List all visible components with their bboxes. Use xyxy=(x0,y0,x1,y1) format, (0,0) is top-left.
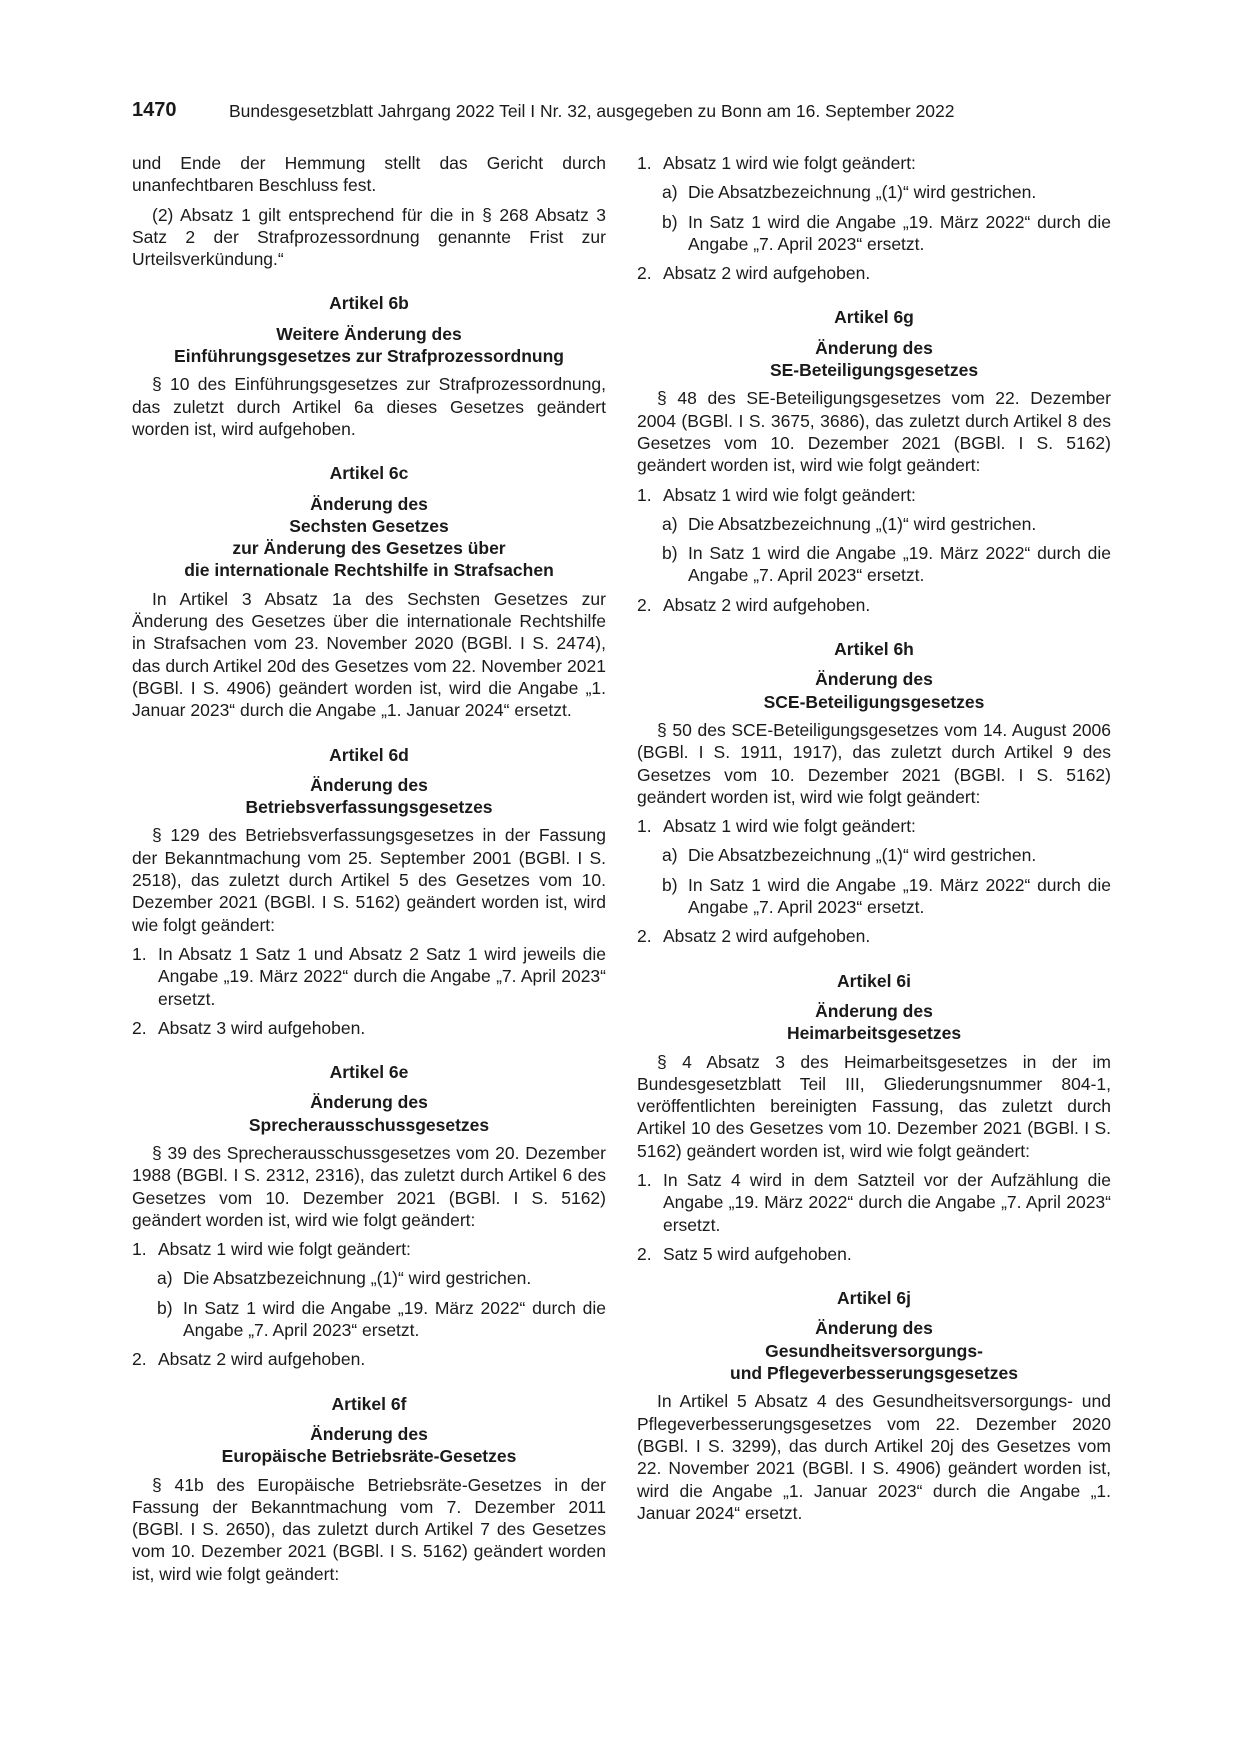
header-title: Bundesgesetzblatt Jahrgang 2022 Teil I Nr. 32, ausgegeben zu Bonn am 16. September 2022 xyxy=(229,101,955,121)
list-text: In Satz 4 wird in dem Satzteil vor der Aufzählung die Angabe „19. März 2022“ durch die Angabe „7. April 2023“ ersetzt. xyxy=(663,1169,1111,1235)
sub-text: Die Absatzbezeichnung „(1)“ wird gestrichen. xyxy=(183,1268,532,1289)
article-body: In Artikel 5 Absatz 4 des Gesundheitsversorgungs- und Pflegeverbesserungsgesetzes vom 22. Dezember 2020 (BGBl. I S. 3299), das durch Artikel 20j des Gesetzes vom 22. November 2021 (BGBl. I S. 4906) geändert worden ist, wird die Angabe „1. Januar 2023“ durch die Angabe „1. Januar 2024“ ersetzt. xyxy=(637,1391,1111,1523)
article-body: § 39 des Sprecherausschussgesetzes vom 20. Dezember 1988 (BGBl. I S. 2312, 2316), das zuletzt durch Artikel 6 des Gesetzes vom 10. Dezember 2021 (BGBl. I S. 5162) geändert worden ist, wird wie folgt geändert: xyxy=(132,1142,606,1230)
sub-letter: b) xyxy=(662,874,678,895)
article-title-line: Europäische Betriebsräte-Gesetzes xyxy=(221,1446,517,1467)
article-title-line: zur Änderung des Gesetzes über xyxy=(232,538,506,559)
sub-letter: b) xyxy=(662,211,678,232)
article-title-line: Änderung des xyxy=(310,1092,428,1113)
article-body: In Artikel 3 Absatz 1a des Sechsten Gesetzes zur Änderung des Gesetzes über die internationale Rechtshilfe in Strafsachen vom 23. November 2020 (BGBl. I S. 2474), das durch Artikel 20d des Gesetzes vom 22. November 2021 (BGBl. I S. 4906) geändert worden ist, wird die Angabe „1. Januar 2023“ durch die Angabe „1. Januar 2024“ ersetzt. xyxy=(132,588,606,721)
sub-text: Die Absatzbezeichnung „(1)“ wird gestrichen. xyxy=(688,182,1037,203)
article-title-line: Weitere Änderung des xyxy=(276,323,462,344)
list-text: Absatz 1 wird wie folgt geändert: xyxy=(663,153,916,173)
article-title xyxy=(637,1317,1111,1384)
article-title-line: Änderung des xyxy=(815,1318,933,1339)
list-number: 1. xyxy=(637,1169,652,1190)
list-number: 1. xyxy=(637,484,652,505)
article-title-line: Änderung des xyxy=(310,774,428,795)
article-title-line: Einführungsgesetzes zur Strafprozessordnung xyxy=(174,346,564,367)
list-number: 2. xyxy=(637,594,652,615)
list-item xyxy=(637,484,1111,506)
list-item xyxy=(132,1348,606,1370)
sub-letter: a) xyxy=(662,513,678,534)
sub-letter: a) xyxy=(662,845,678,866)
list-number: 1. xyxy=(132,1239,147,1260)
list-item xyxy=(637,1169,1111,1236)
article-title-line: Gesundheitsversorgungs- xyxy=(765,1340,983,1361)
sub-item xyxy=(637,211,1111,256)
article-title-line: Sechsten Gesetzes xyxy=(289,515,449,536)
article-body: § 129 des Betriebsverfassungsgesetzes in der Fassung der Bekanntmachung vom 25. September 2001 (BGBl. I S. 2518), das zuletzt durch Artikel 5 des Gesetzes vom 10. Dezember 2021 (BGBl. I S. 5162) geändert worden ist, wird wie folgt geändert: xyxy=(132,825,606,935)
list-text: Absatz 1 wird wie folgt geändert: xyxy=(158,1239,411,1260)
article-title-line: Änderung des xyxy=(815,337,933,358)
list-item xyxy=(637,262,1111,284)
right-column xyxy=(637,152,1111,1531)
sub-text: In Satz 1 wird die Angabe „19. März 2022“ durch die Angabe „7. April 2023“ ersetzt. xyxy=(183,1297,606,1341)
sub-item xyxy=(132,1267,606,1289)
article-heading: Artikel 6j xyxy=(837,1288,911,1309)
sub-item xyxy=(637,181,1111,203)
list-text: Satz 5 wird aufgehoben. xyxy=(663,1243,852,1264)
page-number: 1470 xyxy=(132,99,177,121)
list-number: 1. xyxy=(637,153,652,173)
article-title-line: Änderung des xyxy=(310,493,428,514)
sub-text: In Satz 1 wird die Angabe „19. März 2022“ durch die Angabe „7. April 2023“ ersetzt. xyxy=(688,543,1111,586)
article-body: § 4 Absatz 3 des Heimarbeitsgesetzes in der im Bundesgesetzblatt Teil III, Gliederungsnummer 804-1, veröffentlichten bereinigten Fassung, das zuletzt durch Artikel 10 des Gesetzes vom 10. Dezember 2021 (BGBl. I S. 5162) geändert worden ist, wird wie folgt geändert: xyxy=(637,1051,1111,1161)
article-title xyxy=(132,774,606,819)
article-title xyxy=(132,323,606,368)
article-title xyxy=(637,1000,1111,1045)
sub-letter: a) xyxy=(157,1268,173,1289)
list-text: Absatz 3 wird aufgehoben. xyxy=(158,1017,366,1038)
article-title-line: Heimarbeitsgesetzes xyxy=(786,1023,962,1044)
article-body: § 10 des Einführungsgesetzes zur Strafprozessordnung, das zuletzt durch Artikel 6a dieses Gesetzes geändert worden ist, wird aufgehoben. xyxy=(132,374,606,439)
list-text: In Absatz 1 Satz 1 und Absatz 2 Satz 1 wird jeweils die Angabe „19. März 2022“ durch die Angabe „7. April 2023“ ersetzt. xyxy=(158,943,606,1009)
article-heading: Artikel 6h xyxy=(834,639,914,660)
article-title xyxy=(132,1091,606,1136)
article-title-line: Änderung des xyxy=(310,1423,428,1444)
article-title-line: und Pflegeverbesserungsgesetzes xyxy=(730,1363,1018,1384)
article-title-line: die internationale Rechtshilfe in Strafsachen xyxy=(184,560,554,581)
list-text: Absatz 1 wird wie folgt geändert: xyxy=(663,484,916,505)
list-text: Absatz 1 wird wie folgt geändert: xyxy=(663,816,916,837)
left-column xyxy=(132,152,606,1592)
list-text: Absatz 2 wird aufgehoben. xyxy=(663,594,871,615)
list-number: 2. xyxy=(637,263,652,284)
list-item xyxy=(637,925,1111,947)
continued-text: und Ende der Hemmung stellt das Gericht durch unanfechtbaren Beschluss fest. xyxy=(132,153,606,196)
list-number: 2. xyxy=(132,1017,147,1038)
paragraph: (2) Absatz 1 gilt entsprechend für die in § 268 Absatz 3 Satz 2 der Strafprozessordnung genannte Frist zur Urteilsverkündung.“ xyxy=(132,204,606,270)
article-body: § 41b des Europäische Betriebsräte-Gesetzes in der Fassung der Bekanntmachung vom 7. Dezember 2011 (BGBl. I S. 2650), das zuletzt durch Artikel 7 des Gesetzes vom 10. Dezember 2021 (BGBl. I S. 5162) geändert worden ist, wird wie folgt geändert: xyxy=(132,1474,606,1584)
sub-text: In Satz 1 wird die Angabe „19. März 2022“ durch die Angabe „7. April 2023“ ersetzt. xyxy=(688,211,1111,254)
article-title xyxy=(637,668,1111,713)
article-heading: Artikel 6e xyxy=(329,1062,409,1083)
article-title-line: Änderung des xyxy=(815,1000,933,1021)
list-item xyxy=(637,152,1111,174)
list-number: 2. xyxy=(132,1349,147,1370)
sub-item xyxy=(637,542,1111,587)
article-body: § 48 des SE-Beteiligungsgesetzes vom 22. Dezember 2004 (BGBl. I S. 3675, 3686), das zuletzt durch Artikel 8 des Gesetzes vom 10. Dezember 2021 (BGBl. I S. 5162) geändert worden ist, wird wie folgt geändert: xyxy=(637,388,1111,476)
list-text: Absatz 2 wird aufgehoben. xyxy=(663,926,871,947)
sub-text: Die Absatzbezeichnung „(1)“ wird gestrichen. xyxy=(688,845,1037,866)
list-number: 2. xyxy=(637,926,652,947)
list-number: 2. xyxy=(637,1243,652,1264)
sub-text: Die Absatzbezeichnung „(1)“ wird gestrichen. xyxy=(688,513,1037,534)
list-number: 1. xyxy=(637,816,652,837)
sub-item xyxy=(132,1297,606,1342)
sub-letter: b) xyxy=(662,543,678,564)
list-item xyxy=(637,594,1111,616)
article-title xyxy=(637,337,1111,382)
list-item xyxy=(637,1243,1111,1265)
article-heading: Artikel 6i xyxy=(837,970,911,991)
list-item xyxy=(637,815,1111,837)
article-heading: Artikel 6f xyxy=(331,1393,407,1414)
page-header xyxy=(132,99,1112,129)
article-body: § 50 des SCE-Beteiligungsgesetzes vom 14. August 2006 (BGBl. I S. 1911, 1917), das zuletzt durch Artikel 9 des Gesetzes vom 10. Dezember 2021 (BGBl. I S. 5162) geändert worden ist, wird wie folgt geändert: xyxy=(637,719,1111,807)
article-heading: Artikel 6d xyxy=(329,744,409,765)
list-text: Absatz 2 wird aufgehoben. xyxy=(663,263,871,284)
article-title xyxy=(132,1423,606,1468)
sub-letter: a) xyxy=(662,182,678,203)
article-title-line: Sprecherausschussgesetzes xyxy=(248,1114,490,1135)
article-title-line: SE-Beteiligungsgesetzes xyxy=(769,360,979,381)
article-title xyxy=(132,493,606,582)
list-item xyxy=(132,943,606,1010)
article-title-line: Änderung des xyxy=(815,669,933,690)
sub-text: In Satz 1 wird die Angabe „19. März 2022“ durch die Angabe „7. April 2023“ ersetzt. xyxy=(688,874,1111,918)
article-heading: Artikel 6c xyxy=(329,463,409,484)
sub-letter: b) xyxy=(157,1297,173,1318)
sub-item xyxy=(637,513,1111,535)
article-heading: Artikel 6b xyxy=(329,293,409,314)
article-heading: Artikel 6g xyxy=(834,307,914,328)
list-text: Absatz 2 wird aufgehoben. xyxy=(158,1349,366,1370)
list-item xyxy=(132,1017,606,1039)
sub-item xyxy=(637,874,1111,919)
article-title-line: Betriebsverfassungsgesetzes xyxy=(245,797,493,818)
list-item xyxy=(132,1238,606,1260)
list-number: 1. xyxy=(132,943,147,964)
article-title-line: SCE-Beteiligungsgesetzes xyxy=(763,691,985,712)
sub-item xyxy=(637,844,1111,866)
